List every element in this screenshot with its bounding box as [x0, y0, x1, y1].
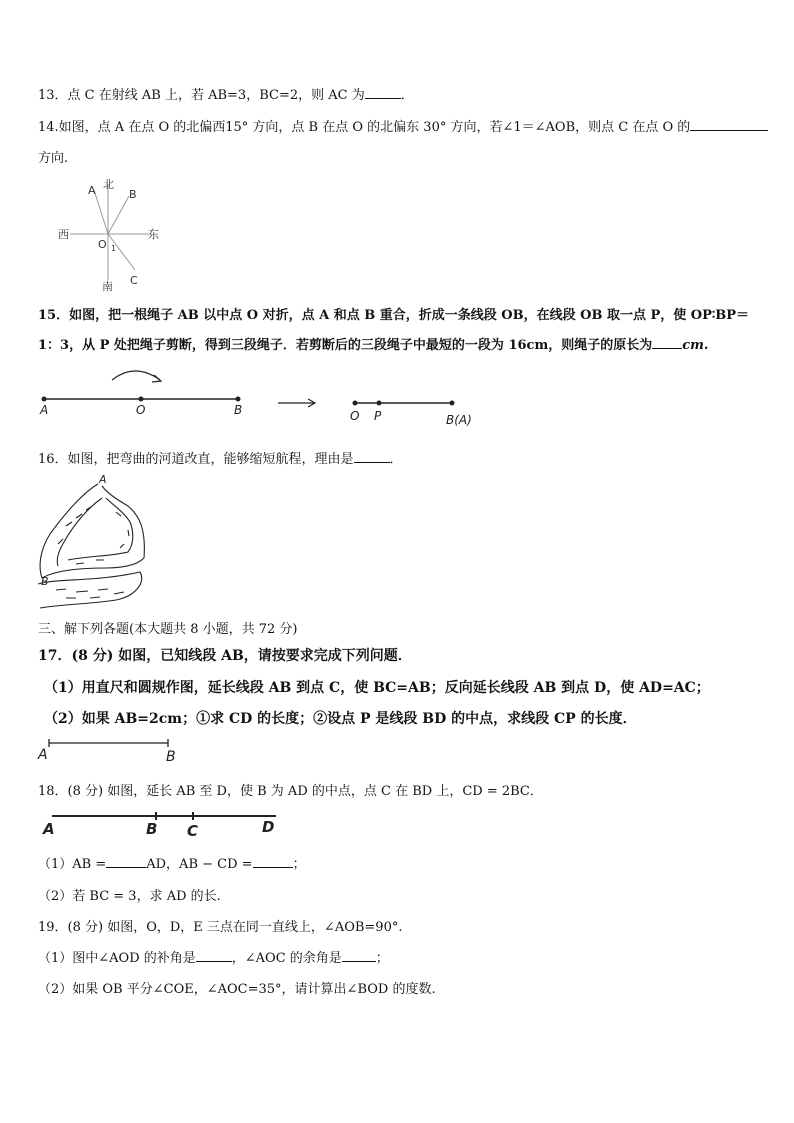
q16-text: [38, 448, 403, 467]
point-p: [377, 401, 382, 406]
q14-compass-figure: [50, 176, 190, 306]
label-o: O: [98, 238, 107, 251]
label-south: 南: [102, 280, 113, 293]
label-d: D: [262, 818, 275, 836]
q15-unit: cm.: [682, 338, 709, 353]
label-west: 西: [58, 228, 69, 241]
q16-answer-blank[interactable]: [354, 450, 390, 463]
q16-river-figure: [36, 472, 166, 612]
label-o2: O: [350, 409, 360, 423]
river-bank-right: [102, 486, 144, 558]
q16-stem: 16．如图，把弯曲的河道改直，能够缩短航程，理由是: [38, 452, 354, 467]
q19-blank-2[interactable]: [342, 949, 376, 962]
q15-answer-blank[interactable]: [652, 336, 682, 349]
q18-part1-b: AD，AB − CD =: [146, 857, 253, 872]
q14-line2: 方向.: [38, 151, 69, 166]
q18-blank-1[interactable]: [106, 855, 146, 868]
label-c: C: [130, 274, 138, 287]
q15-stem: 1：3，从 P 处把绳子剪断，得到三段绳子．若剪断后的三段绳子中最短的一段为 16cm，则绳子的原长为: [38, 338, 653, 353]
q18-part1-c: ；: [292, 857, 306, 872]
label-ba: B(A): [446, 413, 472, 427]
q14-line1: [38, 116, 768, 135]
q18-line3: （2）若 BC = 3，求 AD 的长.: [38, 889, 221, 904]
q13-answer-blank[interactable]: [365, 86, 401, 99]
river-flow-marks-3: [56, 589, 124, 598]
q18-blank-2[interactable]: [253, 855, 293, 868]
q19-line3: （2）如果 OB 平分∠COE，∠AOC=35°，请计算出∠BOD 的度数.: [38, 982, 436, 997]
q19-part1-c: ；: [375, 951, 389, 966]
label-b: B: [129, 188, 137, 201]
river-bank-lower: [38, 572, 142, 608]
label-b: B: [166, 749, 176, 765]
point-a: [42, 397, 47, 402]
q13-end: ．: [400, 88, 414, 103]
label-a: A: [88, 184, 96, 197]
point-ba: [450, 401, 455, 406]
q18-line1: 18．(8 分) 如图，延长 AB 至 D，使 B 为 AD 的中点，点 C 在 BD 上，CD = 2BC．: [38, 784, 543, 799]
q15-rope-figure: [30, 360, 490, 430]
q19-part1-b: ，∠AOC 的余角是: [231, 951, 342, 966]
q13-stem: 13．点 C 在射线 AB 上，若 AB=3，BC=2，则 AC 为: [38, 88, 365, 103]
q19-blank-1[interactable]: [196, 949, 232, 962]
q19-line2: [38, 947, 389, 966]
q14-stem: 14.如图，点 A 在点 O 的北偏西15° 方向，点 B 在点 O 的北偏东 30° 方向，若∠1＝∠AOB，则点 C 在点 O 的: [38, 120, 691, 135]
label-north: 北: [103, 178, 114, 191]
point-b: [236, 397, 241, 402]
label-a: A: [43, 820, 55, 838]
q17-line3: （2）如果 AB=2cm；①求 CD 的长度；②设点 P 是线段 BD 的中点，求线段 CP 的长度．: [44, 711, 637, 727]
label-a: A: [38, 747, 48, 763]
q14-answer-blank[interactable]: [690, 118, 768, 131]
ray-ob: [108, 196, 129, 234]
label-a: A: [40, 403, 49, 417]
label-angle-1: 1: [111, 244, 117, 253]
q17-line1: 17．(8 分) 如图，已知线段 AB，请按要求完成下列问题．: [38, 648, 412, 664]
label-east: 东: [148, 228, 159, 241]
river-bank-inner-right: [68, 498, 133, 560]
q18-segment-figure: [40, 810, 300, 840]
label-b: B: [146, 820, 158, 838]
label-c: C: [187, 822, 199, 840]
q17-line2: （1）用直尺和圆规作图，延长线段 AB 到点 C，使 BC=AB；反向延长线段 AB 到点 D，使 AD=AC；: [44, 680, 710, 696]
fold-arc: [112, 371, 160, 380]
label-p: P: [374, 409, 382, 423]
q15-line1: 15．如图，把一根绳子 AB 以中点 O 对折，点 A 和点 B 重合，折成一条线段 OB，在线段 OB 取一点 P，使 OP∶BP＝: [38, 308, 750, 323]
q19-part1-a: （1）图中∠AOD 的补角是: [38, 951, 196, 966]
q18-part1-a: （1）AB =: [38, 857, 107, 872]
q17-segment-figure: [36, 736, 186, 766]
q13-text: [38, 84, 414, 103]
q16-end: ．: [389, 452, 403, 467]
q19-line1: 19．(8 分) 如图，O，D，E 三点在同一直线上，∠AOB=90°.: [38, 920, 403, 935]
section3-title: 三、解下列各题(本大题共 8 小题，共 72 分): [38, 622, 298, 637]
q18-line2: [38, 853, 306, 872]
river-bank-inner: [57, 498, 102, 566]
q15-line2: [38, 334, 708, 353]
label-b: B: [41, 575, 49, 588]
ray-oa: [94, 190, 108, 234]
label-a: A: [99, 473, 107, 486]
point-o: [139, 397, 144, 402]
label-o: O: [136, 403, 146, 417]
label-b: B: [234, 403, 243, 417]
point-o2: [353, 401, 358, 406]
